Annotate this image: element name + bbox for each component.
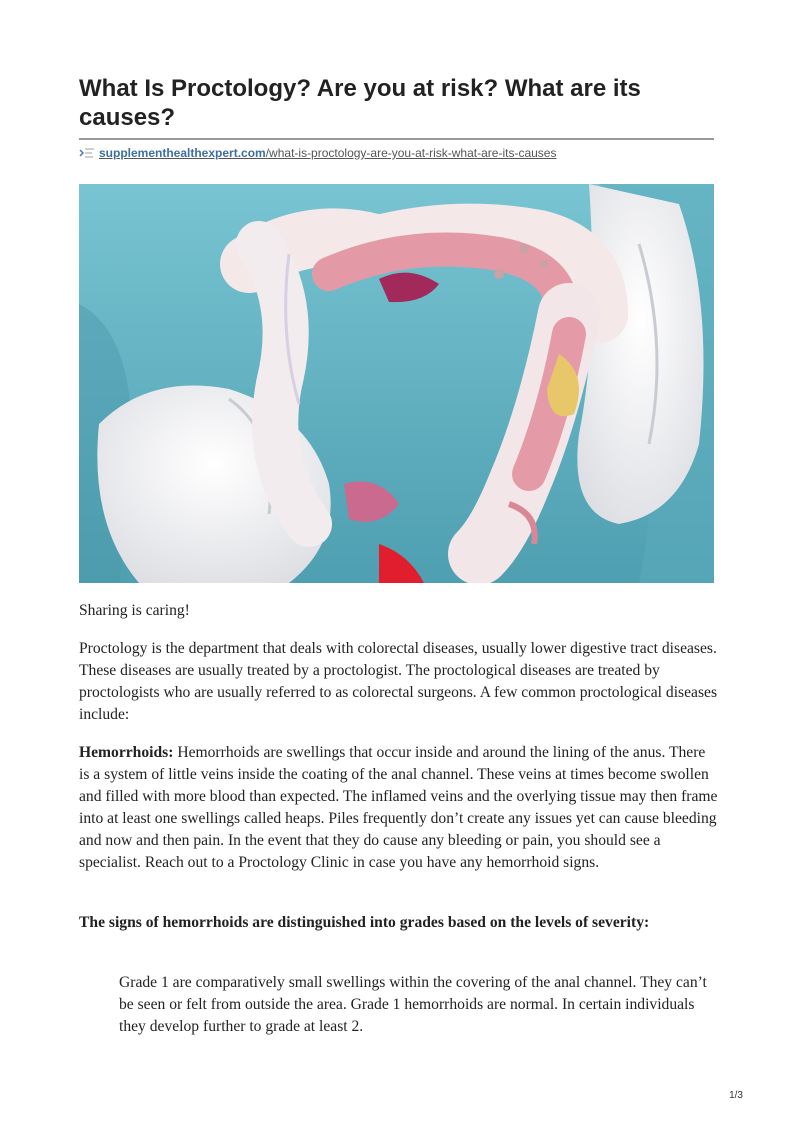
sharing-text: Sharing is caring!: [79, 602, 190, 619]
hemorrhoids-label: Hemorrhoids:: [79, 744, 174, 761]
hemorrhoids-text: Hemorrhoids are swellings that occur inside and around the lining of the anus. There is a system of little veins inside the coating of the anal channel. These veins at times become swollen and filled with more blood than expected. The inflamed veins and the overlying tissue may then frame into at least one swellings called heaps. Piles frequently don’t create any issues yet can cause bleeding and now and then pain. In the event that they do cause any bleeding or pain, you should see a specialist. Reach out to a Proctology Clinic in case you have any hemorrhoid signs.: [79, 744, 718, 871]
page-number: 1/3: [729, 1090, 743, 1101]
grades-heading: The signs of hemorrhoids are distinguished into grades based on the levels of severity:: [79, 914, 650, 931]
intro-paragraph: Proctology is the department that deals with colorectal diseases, usually lower digestive tract diseases. These diseases are usually treated by a proctologist. The proctological diseases are treated by proctologists who are usually referred to as colorectal surgeons. A few common proctological diseases include:: [79, 640, 718, 723]
article-title: What Is Proctology? Are you at risk? What are its causes?: [79, 75, 641, 131]
source-host[interactable]: supplementhealthexpert.com: [99, 146, 266, 160]
grade1-paragraph: Grade 1 are comparatively small swellings within the covering of the anal channel. They can’t be seen or felt from outside the area. Grade 1 hemorrhoids are normal. In certain individuals they develop further to grade at least 2.: [119, 974, 707, 1035]
source-link[interactable]: [99, 146, 556, 160]
source-path[interactable]: /what-is-proctology-are-you-at-risk-what-are-its-causes: [265, 146, 557, 160]
source-url[interactable]: [79, 145, 556, 161]
site-favicon-icon: [79, 146, 95, 160]
title-divider: [79, 138, 714, 140]
hero-image: [79, 184, 714, 583]
hemorrhoids-paragraph: [79, 742, 719, 874]
